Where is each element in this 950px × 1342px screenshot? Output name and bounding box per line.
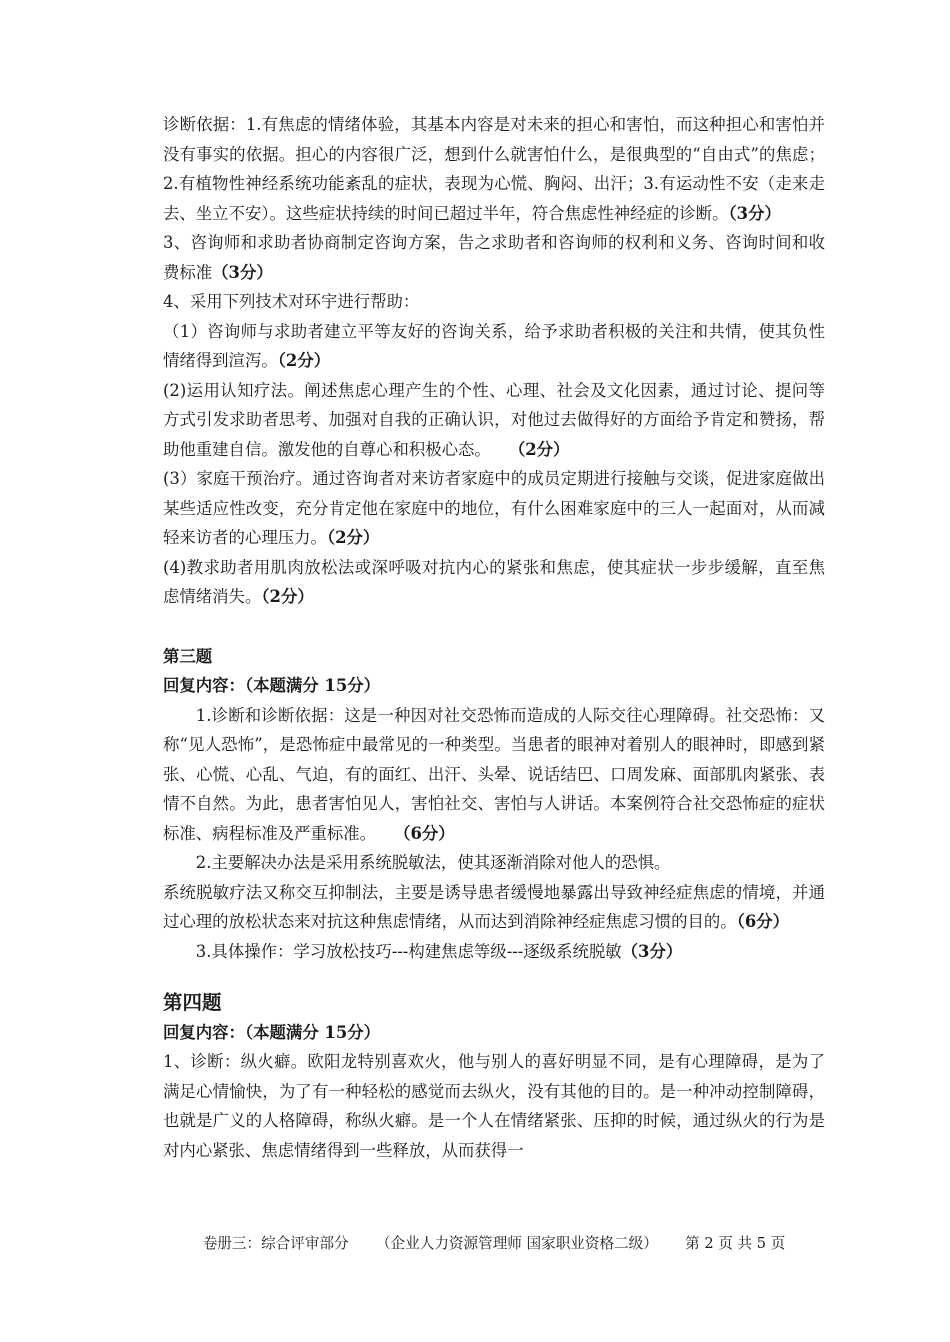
question-4-title: 第四题 [163, 991, 222, 1014]
q3-operation-paragraph: 3.具体操作：学习放松技巧---构建焦虑等级---逐级系统脱敏（3分） [195, 941, 683, 961]
page-footer [163, 1234, 825, 1254]
score-label: （2分） [261, 587, 314, 606]
question-4-reply-label: 回复内容：（本题满分 15分） [163, 1022, 381, 1042]
plan-paragraph: 3、咨询师和求助者协商制定咨询方案，告之求助者和咨询师的权利和义务、咨询时间和收费标准（3分） [163, 233, 825, 282]
footer-volume: 卷册三：综合评审部分 [202, 1235, 349, 1252]
diagnosis-basis-paragraph: 诊断依据：1.有焦虑的情绪体验，其基本内容是对未来的担心和害怕，而这种担心和害怕并没有事实的依据。担心的内容很广泛，想到什么就害怕什么，是很典型的“自由式”的焦虑；2.有植物性神经系统功能紊乱的症状，表现为心慌、胸闷、出汗；3.有运动性不安（走来走去、坐立不安）。这些症状持续的时间已超过半年，符合焦虑性神经症的诊断。（3分） [163, 115, 825, 223]
score-label: （3分） [621, 941, 683, 961]
technique-item-1: （1）咨询师与求助者建立平等友好的咨询关系，给予求助者积极的关注和共情，使其负性情绪得到渲泻。（2分） [163, 321, 825, 370]
score-label: （3分） [212, 262, 273, 282]
score-label: （2分） [326, 528, 380, 547]
question-3-reply-label: 回复内容：（本题满分 15分） [163, 676, 381, 695]
score-label: （6分） [736, 912, 790, 931]
footer-qualification: （企业人力资源管理师 国家职业资格二级） [375, 1235, 658, 1252]
footer-page-number: 第 2 页 共 5 页 [685, 1235, 786, 1252]
score-label: （2分） [508, 439, 570, 459]
techniques-heading: 4、采用下列技术对环宇进行帮助： [163, 292, 420, 311]
q3-diagnosis-paragraph: 1.诊断和诊断依据：这是一种因对社交恐怖而造成的人际交往心理障碍。社交恐怖：又称“见人恐怖”，是恐怖症中最常见的一种类型。当患者的眼神对着别人的眼神时，即感到紧张、心慌、心乱、气迫，有的面红、出汗、头晕、说话结巴、口周发麻、面部肌肉紧张、表情不自然。为此，患者害怕见人，害怕社交、害怕与人讲话。本案例符合社交恐怖症的症状标准、病程标准及严重标准。 （6分） [163, 705, 825, 843]
score-label: （2分） [277, 351, 331, 370]
technique-item-2: (2)运用认知疗法。阐述焦虑心理产生的个性、心理、社会及文化因素，通过讨论、提问等方式引发求助者思考、加强对自我的正确认识，对他过去做得好的方面给予肯定和赞扬，帮助他重建自信。激发他的自尊心和积极心态。 （2分） [163, 380, 825, 459]
q3-solution-paragraph: 2.主要解决办法是采用系统脱敏法，使其逐渐消除对他人的恐惧。 [195, 853, 671, 872]
technique-item-3: (3）家庭干预治疗。通过咨询者对来访者家庭中的成员定期进行接触与交谈，促进家庭做出某些适应性改变，充分肯定他在家庭中的地位，有什么困难家庭中的三人一起面对，从而减轻来访者的心理压力。（2分） [163, 469, 825, 547]
q3-desensitization-paragraph: 系统脱敏疗法又称交互抑制法，主要是诱导患者缓慢地暴露出导致神经症焦虑的情境，并通过心理的放松状态来对抗这种焦虑情绪，从而达到消除神经症焦虑习惯的目的。（6分） [163, 882, 825, 931]
score-label: （6分） [394, 823, 455, 843]
q4-diagnosis-paragraph: 1、诊断：纵火癖。欧阳龙特别喜欢火，他与别人的喜好明显不同，是有心理障碍，是为了满足心情愉快，为了有一种轻松的感觉而去纵火，没有其他的目的。是一种冲动控制障碍，也就是广义的人格障碍，称纵火癖。是一个人在情绪紧张、压抑的时候，通过纵火的行为是对内心紧张、焦虑情绪得到一些释放，从而获得一 [163, 1052, 825, 1160]
technique-item-4: (4)教求助者用肌肉放松法或深呼吸对抗内心的紧张和焦虑，使其症状一步步缓解，直至焦虑情绪消失。（2分） [163, 557, 825, 606]
score-label: （3分） [728, 203, 781, 223]
document-body [163, 110, 825, 1165]
question-3-title: 第三题 [163, 646, 213, 666]
